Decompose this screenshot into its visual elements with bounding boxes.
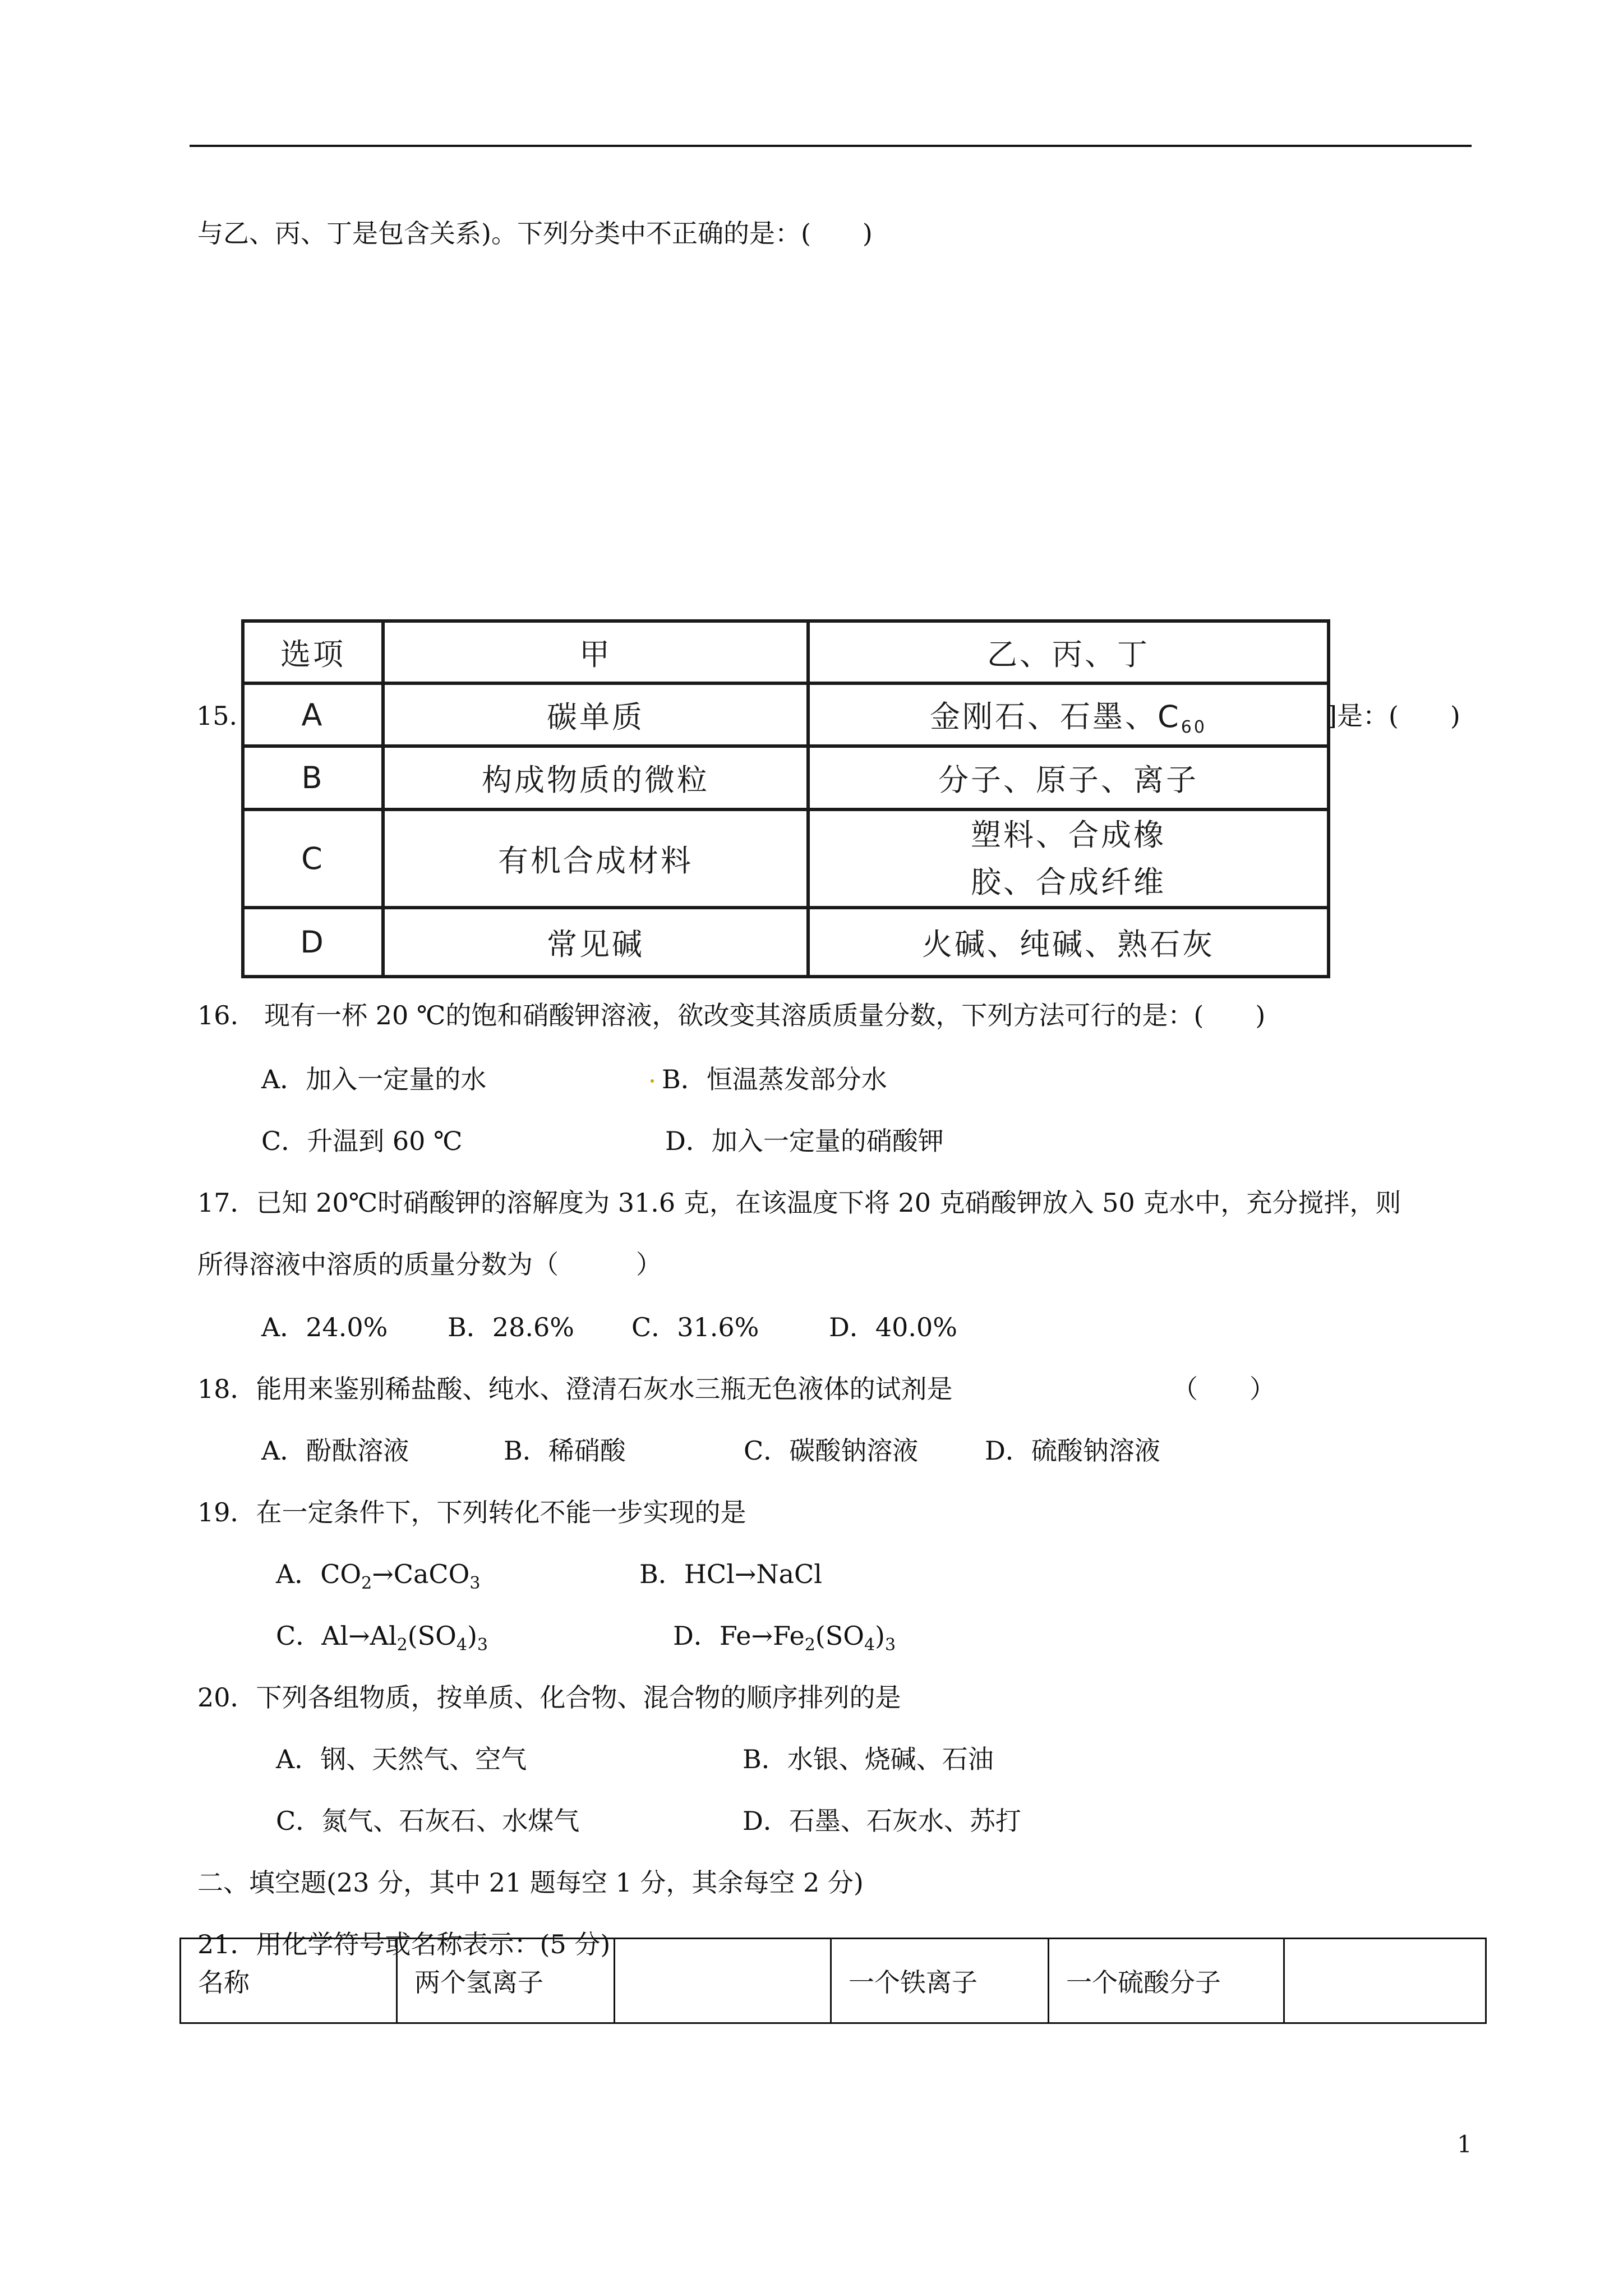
cell-blank[interactable] [615, 1939, 831, 2023]
stray-mark [651, 1079, 654, 1083]
q16-stem: 16. 现有一杯 20 ℃的饱和硝酸钾溶液，欲改变其溶质质量分数，下列方法可行的是：( ) [197, 1000, 1266, 1030]
q19-stem: 19．在一定条件下，下列转化不能一步实现的是 [197, 1497, 746, 1527]
subscript: 2 [396, 1635, 408, 1655]
q16-option-d: D．加入一定量的硝酸钾 [665, 1126, 944, 1156]
row-jia: 构成物质的微粒 [383, 746, 808, 809]
formula-part: ) [467, 1621, 477, 1651]
q15-number: 15. [196, 701, 238, 731]
q17-stem-line1: 17．已知 20℃时硝酸钾的溶解度为 31.6 克，在该温度下将 20 克硝酸钾放入 50 克水中，充分搅拌，则 [197, 1188, 1401, 1218]
subscript: 60 [1181, 717, 1207, 737]
section-two-heading: 二、填空题(23 分，其中 21 题每空 1 分，其余每空 2 分) [197, 1867, 864, 1898]
header-jia: 甲 [383, 621, 808, 683]
q20-stem: 20．下列各组物质，按单质、化合物、混合物的顺序排列的是 [197, 1682, 901, 1713]
header-rule [190, 145, 1472, 147]
row-yi-bing-ding: 火碱、纯碱、熟石灰 [808, 908, 1329, 977]
table-row [181, 1939, 1486, 2023]
cell-one-sulfuric-acid-molecule: 一个硫酸分子 [1049, 1939, 1284, 2023]
q19-option-d [673, 1619, 896, 1662]
q15-classification-table [241, 619, 1330, 978]
table-row [243, 908, 1329, 977]
row-jia: 常见碱 [383, 908, 808, 977]
q18-stem: 18．能用来鉴别稀盐酸、纯水、澄清石灰水三瓶无色液体的试剂是 [197, 1374, 953, 1404]
header-yi-bing-ding: 乙、丙、丁 [808, 621, 1329, 683]
row-yi-bing-ding-line1: 塑料、合成橡 [971, 817, 1166, 853]
q20-option-b: B．水银、烧碱、石油 [743, 1744, 994, 1774]
row-yi-bing-ding [808, 683, 1329, 747]
q21-stem: 21．用化学符号或名称表示：(5 分) [197, 1929, 611, 1959]
option-label: C． [276, 1621, 322, 1651]
q17-stem-line2: 所得溶液中溶质的质量分数为（ ） [197, 1249, 662, 1280]
q20-option-d: D．石墨、石灰水、苏打 [743, 1806, 1021, 1836]
q14-tail-text: 与乙、丙、丁是包含关系)。下列分类中不正确的是：( ) [197, 218, 873, 249]
table-row [243, 683, 1329, 747]
q17-option-c: C．31.6% [631, 1312, 759, 1342]
q21-answer-table [179, 1938, 1487, 2024]
q18-option-b: B．稀硝酸 [504, 1435, 626, 1466]
row-yi-bing-ding-text: 金刚石、石墨、C [930, 698, 1181, 734]
subscript: 3 [469, 1573, 481, 1593]
q18-option-a: A．酚酞溶液 [261, 1435, 409, 1466]
cell-blank[interactable] [1284, 1939, 1486, 2023]
row-option: C [243, 809, 383, 908]
formula-part: Al→Al [321, 1621, 397, 1651]
subscript: 3 [885, 1635, 896, 1655]
table-header-row [243, 621, 1329, 683]
subscript: 2 [361, 1573, 372, 1593]
row-jia: 有机合成材料 [383, 809, 808, 908]
row-yi-bing-ding: 分子、原子、离子 [808, 746, 1329, 809]
q19-option-b [639, 1557, 822, 1591]
q17-option-a: A．24.0% [261, 1312, 388, 1342]
q17-option-d: D．40.0% [829, 1312, 958, 1342]
formula-part: Fe→Fe [719, 1621, 805, 1651]
q16-option-c: C．升温到 60 ℃ [261, 1126, 463, 1156]
q19-option-a [276, 1557, 480, 1600]
formula-part: CO [320, 1559, 362, 1589]
q17-option-b: B．28.6% [448, 1312, 574, 1342]
page-number: 1 [1457, 2131, 1472, 2158]
option-label: B． [639, 1559, 684, 1589]
row-yi-bing-ding-line2: 胶、合成纤维 [971, 864, 1166, 900]
q15-tail-text: ]是：( ) [1327, 701, 1460, 731]
row-option: B [243, 746, 383, 809]
q19-option-c [276, 1619, 488, 1662]
formula-part: (SO [407, 1621, 457, 1651]
row-option: D [243, 908, 383, 977]
cell-name-label: 名称 [181, 1939, 397, 2023]
table-row [243, 809, 1329, 908]
q16-option-a: A．加入一定量的水 [261, 1064, 487, 1094]
formula-part: →CaCO [372, 1559, 470, 1589]
subscript: 2 [804, 1635, 815, 1655]
cell-one-iron-ion: 一个铁离子 [831, 1939, 1049, 2023]
formula-part: HCl→NaCl [684, 1559, 822, 1589]
q16-option-b: B．恒温蒸发部分水 [662, 1064, 887, 1094]
q18-option-d: D．硫酸钠溶液 [985, 1435, 1160, 1466]
row-jia: 碳单质 [383, 683, 808, 747]
q20-option-a: A．钢、天然气、空气 [276, 1744, 527, 1774]
subscript: 4 [864, 1635, 875, 1655]
row-yi-bing-ding [808, 809, 1329, 908]
formula-part: (SO [815, 1621, 864, 1651]
table-row [243, 746, 1329, 809]
q20-option-c: C．氮气、石灰石、水煤气 [276, 1806, 580, 1836]
option-label: D． [673, 1621, 720, 1651]
q18-option-c: C．碳酸钠溶液 [744, 1435, 919, 1466]
row-option: A [243, 683, 383, 747]
subscript: 3 [477, 1635, 488, 1655]
formula-part: ) [875, 1621, 885, 1651]
subscript: 4 [456, 1635, 467, 1655]
option-label: A． [276, 1559, 321, 1589]
q18-answer-paren: （ ） [1172, 1374, 1275, 1404]
cell-two-hydrogen-ions: 两个氢离子 [397, 1939, 615, 2023]
header-option: 选项 [243, 621, 383, 683]
